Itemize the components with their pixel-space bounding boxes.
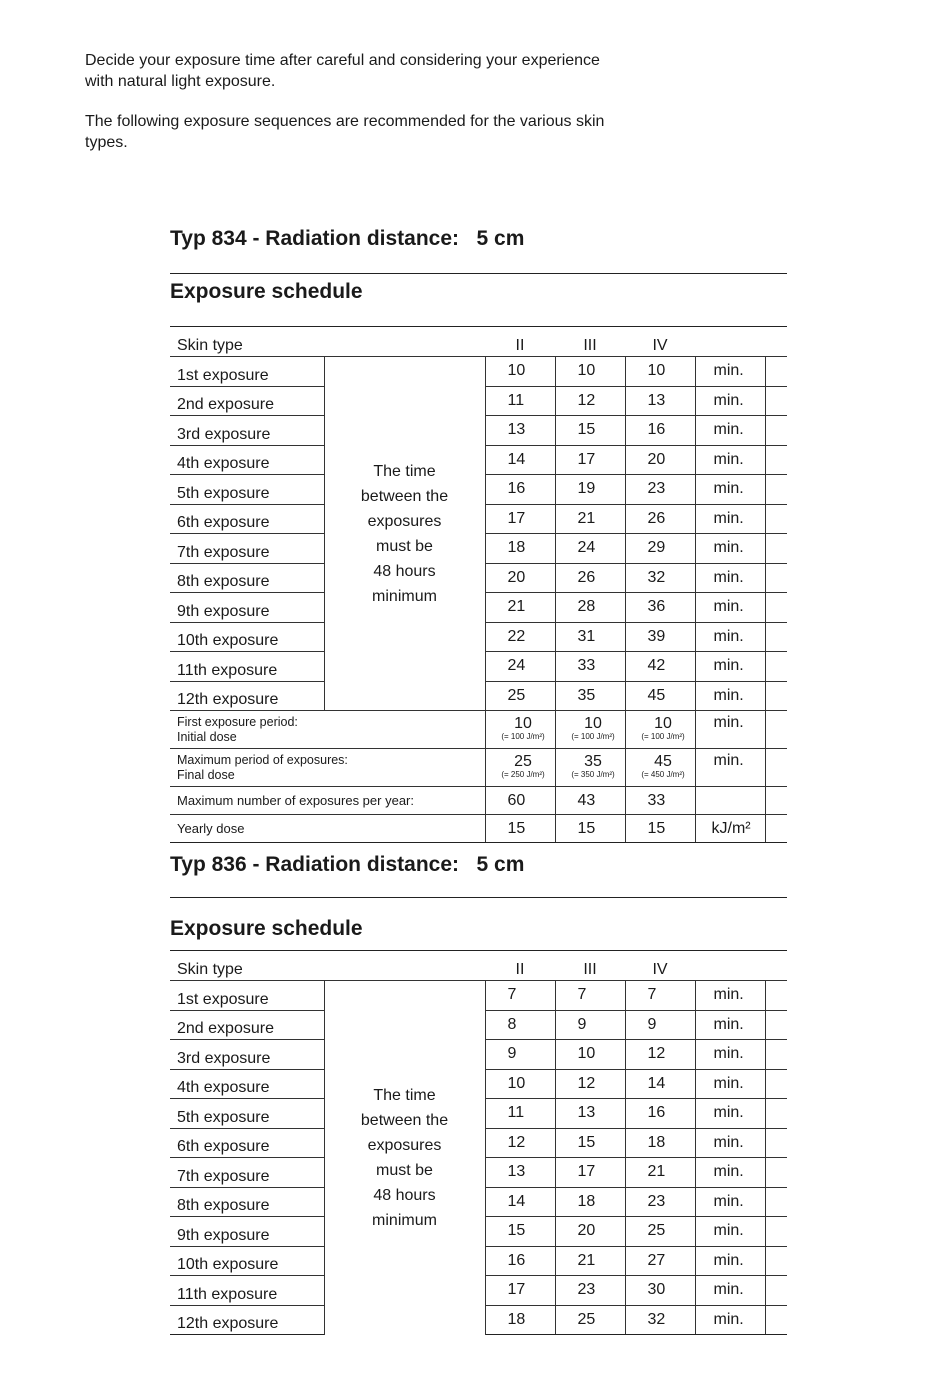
- interval-note: [324, 357, 485, 711]
- exposure-minutes: 21: [485, 593, 555, 623]
- exposure-minutes: 12: [555, 386, 625, 416]
- exposure-minutes: 8: [485, 1010, 555, 1040]
- interval-note-line: must be: [376, 1161, 433, 1179]
- max-number-value: 33: [625, 787, 695, 815]
- skin-type-label: Skin type: [170, 951, 485, 981]
- unit-label: min.: [695, 1217, 765, 1247]
- exposure-minutes: 20: [625, 445, 695, 475]
- exposure-minutes: 7: [485, 981, 555, 1011]
- edge-cell: [765, 1187, 787, 1217]
- dose-value-cell: [625, 749, 695, 787]
- exposure-label: 7th exposure: [170, 534, 324, 564]
- unit-label: min.: [695, 504, 765, 534]
- unit-label: min.: [695, 1040, 765, 1070]
- header-spacer: [765, 327, 787, 357]
- exposure-minutes: 9: [485, 1040, 555, 1070]
- exposure-minutes: 7: [555, 981, 625, 1011]
- exposure-label: 11th exposure: [170, 1276, 324, 1306]
- edge-cell: [765, 445, 787, 475]
- dose-minutes: 10: [514, 714, 532, 732]
- exposure-label: 1st exposure: [170, 357, 324, 387]
- unit-label: min.: [695, 563, 765, 593]
- interval-note-line: must be: [376, 537, 433, 555]
- max-number-value: 60: [485, 787, 555, 815]
- exposure-minutes: 24: [555, 534, 625, 564]
- interval-note-line: minimum: [372, 1211, 437, 1229]
- edge-cell: [765, 1158, 787, 1188]
- edge-cell: [765, 416, 787, 446]
- dose-value-cell: [625, 711, 695, 749]
- exposure-minutes: 12: [555, 1069, 625, 1099]
- edge-cell: [765, 815, 787, 843]
- exposure-minutes: 17: [485, 1276, 555, 1306]
- exposure-minutes: 22: [485, 622, 555, 652]
- schedule-title-834: Exposure schedule: [170, 280, 363, 303]
- edge-cell: [765, 593, 787, 623]
- exposure-label: 9th exposure: [170, 1217, 324, 1247]
- edge-cell: [765, 1305, 787, 1334]
- exposure-minutes: 13: [485, 416, 555, 446]
- edge-cell: [765, 1040, 787, 1070]
- exposure-minutes: 24: [485, 652, 555, 682]
- unit-label: min.: [695, 652, 765, 682]
- exposure-minutes: 11: [485, 1099, 555, 1129]
- yearly-dose-value: 15: [625, 815, 695, 843]
- exposure-minutes: 14: [625, 1069, 695, 1099]
- intro-paragraph-2: The following exposure sequences are recommended for the various skin types.: [85, 113, 605, 151]
- unit-label: min.: [695, 1128, 765, 1158]
- unit-label: min.: [695, 357, 765, 387]
- edge-cell: [765, 534, 787, 564]
- interval-note-line: 48 hours: [373, 562, 436, 580]
- exposure-label: 12th exposure: [170, 681, 324, 711]
- exposure-label: 11th exposure: [170, 652, 324, 682]
- interval-note-line: 48 hours: [373, 1186, 436, 1204]
- dose-energy: (= 350 J/m²): [571, 769, 615, 779]
- header-spacer: [695, 951, 765, 981]
- exposure-minutes: 25: [625, 1217, 695, 1247]
- exposure-minutes: 17: [485, 504, 555, 534]
- unit-label: min.: [695, 622, 765, 652]
- exposure-minutes: 15: [555, 416, 625, 446]
- exposure-minutes: 32: [625, 1305, 695, 1334]
- exposure-minutes: 26: [625, 504, 695, 534]
- exposure-minutes: 10: [485, 1069, 555, 1099]
- dose-minutes: 10: [584, 714, 602, 732]
- interval-note-line: minimum: [372, 587, 437, 605]
- edge-cell: [765, 981, 787, 1011]
- exposure-minutes: 9: [555, 1010, 625, 1040]
- exposure-label: 10th exposure: [170, 1246, 324, 1276]
- dose-energy: (= 450 J/m²): [641, 769, 685, 779]
- exposure-minutes: 16: [485, 475, 555, 505]
- edge-cell: [765, 681, 787, 711]
- skin-type-header: IV: [625, 327, 695, 357]
- first-period-label: [170, 711, 485, 749]
- edge-cell: [765, 1069, 787, 1099]
- exposure-minutes: 12: [485, 1128, 555, 1158]
- exposure-minutes: 26: [555, 563, 625, 593]
- exposure-label: 2nd exposure: [170, 1010, 324, 1040]
- exposure-minutes: 39: [625, 622, 695, 652]
- unit-label: min.: [695, 416, 765, 446]
- unit-label: min.: [695, 534, 765, 564]
- exposure-minutes: 23: [625, 1187, 695, 1217]
- exposure-minutes: 17: [555, 1158, 625, 1188]
- unit-label: min.: [695, 475, 765, 505]
- interval-note-line: The time: [373, 1086, 436, 1104]
- unit-label: min.: [695, 1099, 765, 1129]
- unit-label: min.: [695, 1069, 765, 1099]
- exposure-label: 8th exposure: [170, 563, 324, 593]
- exposure-label: 4th exposure: [170, 445, 324, 475]
- max-number-row: [170, 787, 787, 815]
- schedule-title-836: Exposure schedule: [170, 917, 363, 940]
- exposure-minutes: 10: [485, 357, 555, 387]
- exposure-minutes: 10: [625, 357, 695, 387]
- exposure-minutes: 13: [625, 386, 695, 416]
- exposure-label: 6th exposure: [170, 1128, 324, 1158]
- edge-cell: [765, 475, 787, 505]
- unit-label: min.: [695, 1305, 765, 1334]
- skin-type-header: II: [485, 951, 555, 981]
- exposure-minutes: 12: [625, 1040, 695, 1070]
- exposure-minutes: 14: [485, 1187, 555, 1217]
- edge-cell: [765, 1217, 787, 1247]
- exposure-minutes: 29: [625, 534, 695, 564]
- edge-cell: [765, 386, 787, 416]
- exposure-minutes: 14: [485, 445, 555, 475]
- exposure-label: 8th exposure: [170, 1187, 324, 1217]
- unit-label: min.: [695, 1158, 765, 1188]
- exposure-minutes: 23: [555, 1276, 625, 1306]
- section-title-834: Typ 834 - Radiation distance: 5 cm: [170, 227, 525, 250]
- edge-cell: [765, 1099, 787, 1129]
- skin-type-header: IV: [625, 951, 695, 981]
- table-row: [170, 357, 787, 387]
- dose-value-cell: [485, 711, 555, 749]
- table-header-row: [170, 951, 787, 981]
- edge-cell: [765, 1246, 787, 1276]
- exposure-minutes: 18: [485, 1305, 555, 1334]
- exposure-minutes: 36: [625, 593, 695, 623]
- section-divider: [170, 273, 787, 274]
- exposure-minutes: 25: [555, 1305, 625, 1334]
- dose-minutes: 35: [584, 752, 602, 770]
- exposure-minutes: 35: [555, 681, 625, 711]
- edge-cell: [765, 749, 787, 787]
- exposure-minutes: 32: [625, 563, 695, 593]
- edge-cell: [765, 622, 787, 652]
- dose-label-line: First exposure period:: [177, 714, 298, 729]
- edge-cell: [765, 711, 787, 749]
- dose-energy: (= 250 J/m²): [501, 769, 545, 779]
- max-period-label: [170, 749, 485, 787]
- exposure-minutes: 18: [625, 1128, 695, 1158]
- dose-minutes: 45: [654, 752, 672, 770]
- edge-cell: [765, 1010, 787, 1040]
- unit-label: min.: [695, 711, 765, 749]
- yearly-dose-row: [170, 815, 787, 843]
- unit-label: min.: [695, 386, 765, 416]
- interval-note: [324, 981, 485, 1335]
- unit-label: kJ/m²: [695, 815, 765, 843]
- section-divider: [170, 897, 787, 898]
- edge-cell: [765, 504, 787, 534]
- exposure-label: 3rd exposure: [170, 1040, 324, 1070]
- table-row: [170, 981, 787, 1011]
- exposure-minutes: 9: [625, 1010, 695, 1040]
- interval-note-line: between the: [360, 487, 449, 505]
- exposure-minutes: 13: [485, 1158, 555, 1188]
- max-number-label: Maximum number of exposures per year:: [170, 787, 485, 815]
- exposure-minutes: 45: [625, 681, 695, 711]
- skin-type-header: III: [555, 951, 625, 981]
- unit-label: min.: [695, 1246, 765, 1276]
- dose-value-cell: [555, 711, 625, 749]
- dose-label-line: Maximum period of exposures:: [177, 752, 348, 767]
- max-number-value: 43: [555, 787, 625, 815]
- table-header-row: [170, 327, 787, 357]
- section-title-836: Typ 836 - Radiation distance: 5 cm: [170, 853, 525, 876]
- exposure-minutes: 33: [555, 652, 625, 682]
- dose-value-cell: [555, 749, 625, 787]
- yearly-dose-value: 15: [555, 815, 625, 843]
- unit-label: min.: [695, 981, 765, 1011]
- exposure-minutes: 25: [485, 681, 555, 711]
- unit-label: min.: [695, 1187, 765, 1217]
- exposure-label: 9th exposure: [170, 593, 324, 623]
- first-period-row: [170, 711, 787, 749]
- intro-text: [85, 51, 605, 173]
- exposure-minutes: 15: [555, 1128, 625, 1158]
- yearly-dose-label: Yearly dose: [170, 815, 485, 843]
- dose-value-cell: [485, 749, 555, 787]
- exposure-minutes: 17: [555, 445, 625, 475]
- exposure-minutes: 10: [555, 1040, 625, 1070]
- exposure-minutes: 16: [625, 416, 695, 446]
- dose-minutes: 10: [654, 714, 672, 732]
- exposure-minutes: 31: [555, 622, 625, 652]
- edge-cell: [765, 787, 787, 815]
- exposure-label: 10th exposure: [170, 622, 324, 652]
- exposure-minutes: 11: [485, 386, 555, 416]
- exposure-minutes: 7: [625, 981, 695, 1011]
- dose-energy: (= 100 J/m²): [501, 731, 545, 741]
- unit-label: [695, 787, 765, 815]
- exposure-minutes: 13: [555, 1099, 625, 1129]
- exposure-minutes: 20: [555, 1217, 625, 1247]
- edge-cell: [765, 1128, 787, 1158]
- unit-label: min.: [695, 1276, 765, 1306]
- skin-type-label: Skin type: [170, 327, 485, 357]
- exposure-minutes: 30: [625, 1276, 695, 1306]
- exposure-label: 3rd exposure: [170, 416, 324, 446]
- unit-label: min.: [695, 1010, 765, 1040]
- exposure-minutes: 21: [555, 1246, 625, 1276]
- exposure-minutes: 23: [625, 475, 695, 505]
- edge-cell: [765, 357, 787, 387]
- exposure-label: 2nd exposure: [170, 386, 324, 416]
- dose-label-line: Final dose: [177, 767, 235, 782]
- exposure-minutes: 15: [485, 1217, 555, 1247]
- unit-label: min.: [695, 749, 765, 787]
- header-spacer: [765, 951, 787, 981]
- exposure-minutes: 28: [555, 593, 625, 623]
- exposure-minutes: 16: [625, 1099, 695, 1129]
- dose-minutes: 25: [514, 752, 532, 770]
- exposure-minutes: 10: [555, 357, 625, 387]
- exposure-minutes: 27: [625, 1246, 695, 1276]
- edge-cell: [765, 563, 787, 593]
- skin-type-header: II: [485, 327, 555, 357]
- unit-label: min.: [695, 445, 765, 475]
- yearly-dose-value: 15: [485, 815, 555, 843]
- dose-energy: (= 100 J/m²): [571, 731, 615, 741]
- skin-type-header: III: [555, 327, 625, 357]
- exposure-label: 6th exposure: [170, 504, 324, 534]
- exposure-minutes: 19: [555, 475, 625, 505]
- exposure-label: 1st exposure: [170, 981, 324, 1011]
- exposure-minutes: 16: [485, 1246, 555, 1276]
- exposure-schedule-table-834: [170, 326, 787, 843]
- exposure-minutes: 18: [555, 1187, 625, 1217]
- exposure-label: 5th exposure: [170, 1099, 324, 1129]
- exposure-minutes: 20: [485, 563, 555, 593]
- exposure-label: 7th exposure: [170, 1158, 324, 1188]
- exposure-schedule-table-836: [170, 950, 787, 1335]
- exposure-minutes: 21: [625, 1158, 695, 1188]
- interval-note-line: The time: [373, 462, 436, 480]
- interval-note-line: between the: [360, 1111, 449, 1129]
- header-spacer: [695, 327, 765, 357]
- exposure-label: 5th exposure: [170, 475, 324, 505]
- max-period-row: [170, 749, 787, 787]
- exposure-label: 12th exposure: [170, 1305, 324, 1334]
- edge-cell: [765, 652, 787, 682]
- unit-label: min.: [695, 593, 765, 623]
- edge-cell: [765, 1276, 787, 1306]
- dose-energy: (= 100 J/m²): [641, 731, 685, 741]
- exposure-minutes: 21: [555, 504, 625, 534]
- dose-label-line: Initial dose: [177, 729, 237, 744]
- interval-note-line: exposures: [367, 512, 442, 530]
- unit-label: min.: [695, 681, 765, 711]
- exposure-minutes: 18: [485, 534, 555, 564]
- intro-paragraph-1: Decide your exposure time after careful and considering your experience with natural light exposure.: [85, 52, 600, 90]
- interval-note-line: exposures: [367, 1136, 442, 1154]
- exposure-minutes: 42: [625, 652, 695, 682]
- exposure-label: 4th exposure: [170, 1069, 324, 1099]
